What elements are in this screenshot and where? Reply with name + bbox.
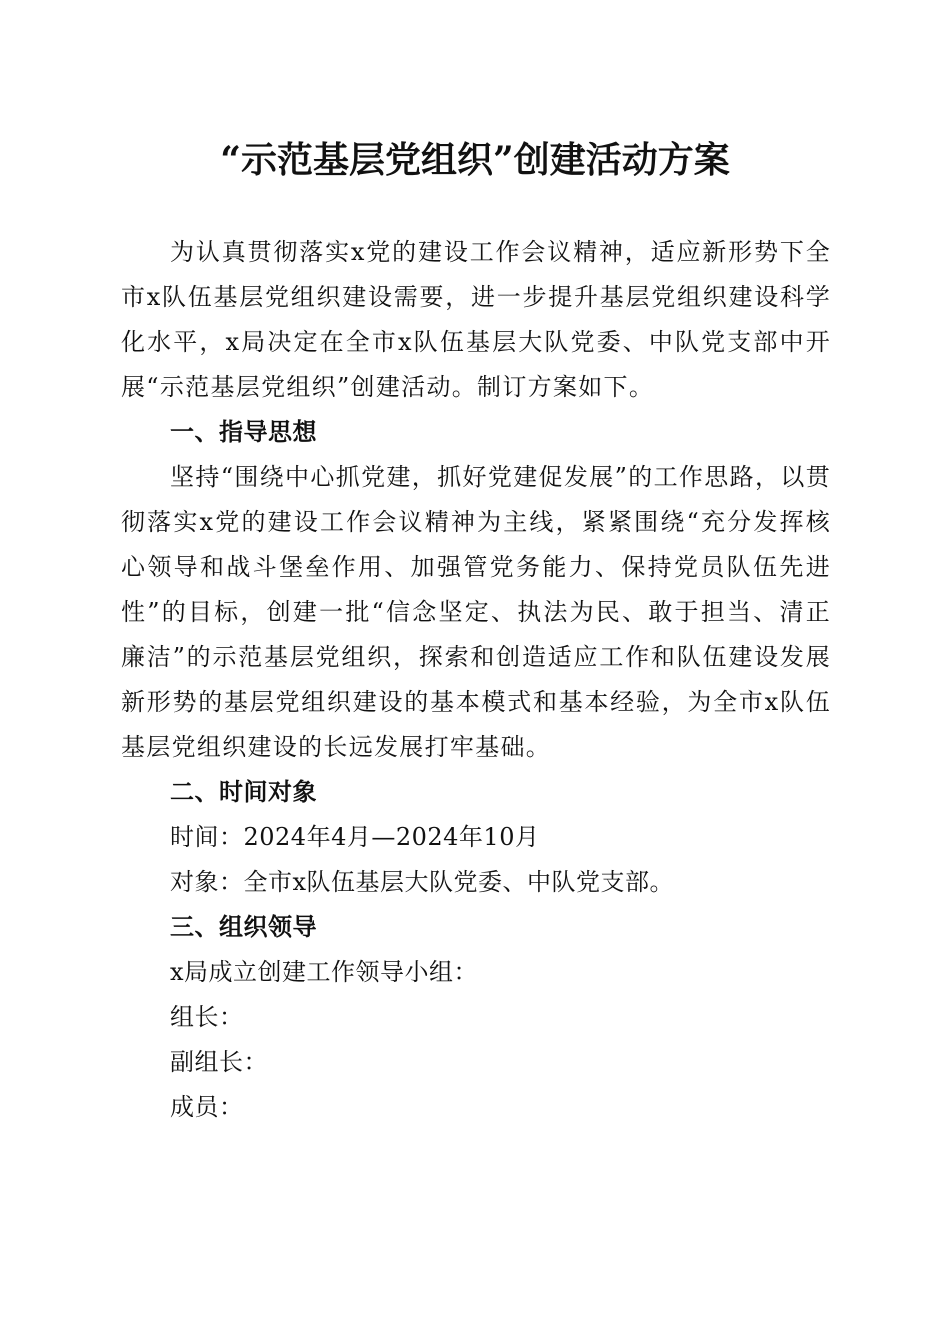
members-line: 成员：: [170, 1093, 244, 1121]
guiding-ideology-paragraph: 坚持“围绕中心抓党建，抓好党建促发展”的工作思路，以贯彻落实x党的建设工作会议精神为主线，紧紧围绕“充分发挥核心领导和战斗堡垒作用、加强管党务能力、保持党员队伍先进性”的目标，创建一批“信念坚定、执法为民、敢于担当、清正廉洁”的示范基层党组织，探索和创造适应工作和队伍建设发展新形势的基层党组织建设的基本模式和基本经验，为全市x队伍基层党组织建设的长远发展打牢基础。: [121, 463, 831, 761]
target-line: 对象：全市x队伍基层大队党委、中队党支部。: [170, 868, 675, 896]
document-body: [121, 230, 831, 1130]
intro-paragraph: 为认真贯彻落实x党的建设工作会议精神，适应新形势下全市x队伍基层党组织建设需要，进一步提升基层党组织建设科学化水平，x局决定在全市x队伍基层大队党委、中队党支部中开展“示范基层党组织”创建活动。制订方案如下。: [121, 238, 831, 401]
document-title: “示范基层党组织”创建活动方案: [220, 139, 730, 181]
leader-line: 组长：: [170, 1003, 244, 1031]
deputy-leader-line: 副组长：: [170, 1048, 268, 1076]
time-line: 时间：2024年4月—2024年10月: [170, 823, 540, 851]
section-heading-time-target: 二、时间对象: [170, 778, 317, 806]
section-heading-organization: 三、组织领导: [170, 913, 317, 941]
organization-intro-line: x局成立创建工作领导小组：: [170, 958, 479, 986]
section-heading-guiding-ideology: 一、指导思想: [170, 418, 317, 446]
